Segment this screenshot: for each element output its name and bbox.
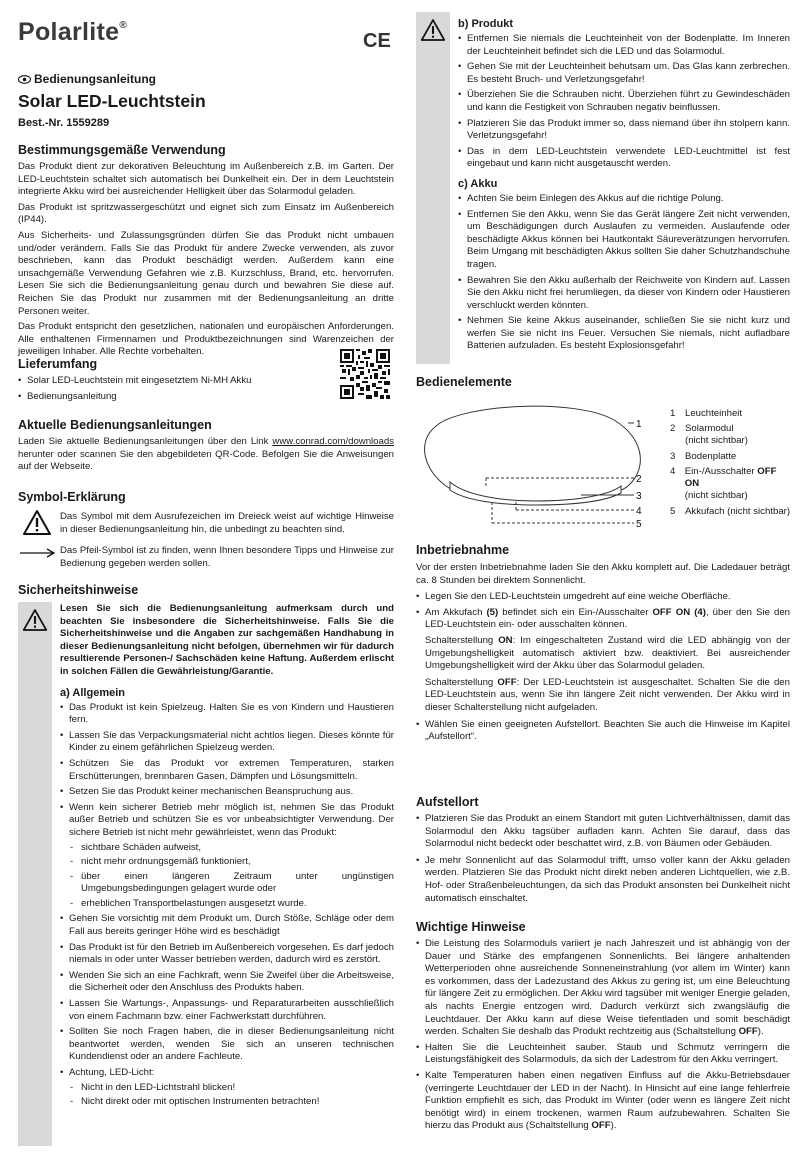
- sub-list: [69, 842, 394, 911]
- safety-heading: Sicherheitshinweise: [18, 583, 139, 597]
- list-item: • Platzieren Sie das Produkt immer so, dass niemand über ihn stolpern kann. Verletzungsgefahr!: [458, 118, 790, 143]
- safety-content: [60, 603, 394, 1112]
- list-item: • Entfernen Sie den Akku, wenn Sie das Gerät längere Zeit nicht verwenden, um Beschädigungen durch Auslaufen zu vermeiden. Auslaufende oder beschädigte Akkus können bei Hautkontakt Säureverätzungen hervorrufen. Beim Umgang mit beschädigten Akkus sollten Sie daher Schutzhandschuhe tragen.: [458, 209, 790, 272]
- list-item: • Die Leistung des Solarmoduls variiert je nach Jahreszeit und ist abhängig von der Dauer und Stärke des empfangenen Sonnenlichts. Bei längere anhaltenden Wetterperioden ohne ausreichende Sonneneinstrahlung (vor allem im Winter) kann es vorkommen, dass der Ladezustand des Akkus zu gering ist, um eine Beleuchtung für längere Zeit zu ermöglichen. Der Akku wird tagsüber mit weniger Energie geladen, als nachts Energie entzogen wird. Dadurch verkürzt sich zwangsläufig die Leuchtdauer. Der Akku kann auf diese Weise tiefentladen und somit beschädigt werden. Schalten Sie deshalb das Produkt rechtzeitig aus (Schaltstellung OFF).: [416, 938, 790, 1039]
- list-item: • Legen Sie den LED-Leuchtstein umgedreht auf eine weiche Oberfläche.: [416, 591, 790, 604]
- symbols-heading: Symbol-Erklärung: [18, 490, 126, 504]
- sub-list-item: - Nicht direkt oder mit optischen Instrumenten betrachten!: [69, 1096, 394, 1109]
- switch-off-description: Schalterstellung OFF: Der LED-Leuchtstein ist ausgeschaltet. Schalten Sie die den LED-Leuchtstein aus, wenn Sie ihn längere Zeit nicht verwenden. Der Akku wird in dieser Schalterstellung nicht aufgeladen.: [425, 676, 790, 713]
- list-item: • Achten Sie beim Einlegen des Akkus auf die richtige Polung.: [458, 193, 790, 206]
- usage-text: [18, 161, 394, 359]
- general-list: [60, 702, 394, 1109]
- list-item: • Das Produkt ist kein Spielzeug. Halten Sie es von Kindern und Haustieren fern.: [60, 702, 394, 727]
- startup-content: [416, 562, 790, 747]
- delivery-heading: Lieferumfang: [18, 357, 98, 371]
- notes-list: [416, 938, 790, 1136]
- list-item: • Lassen Sie Wartungs-, Anpassungs- und Reparaturarbeiten ausschließlich von einem Fachmann bzw. einer Fachwerkstatt durchführen.: [60, 998, 394, 1023]
- notes-heading: Wichtige Hinweise: [416, 920, 526, 934]
- callout-number: 4: [636, 506, 642, 517]
- ce-mark: CE: [363, 30, 391, 52]
- warning-triangle-icon: [22, 509, 52, 541]
- downloads-link[interactable]: www.conrad.com/downloads: [272, 436, 394, 447]
- sub-list-item: - erheblichen Transportbelastungen ausgesetzt wurde.: [69, 898, 394, 911]
- startup-list: [416, 591, 790, 632]
- sub-list: [69, 1082, 394, 1109]
- list-item: • Am Akkufach (5) befindet sich ein Ein-/Ausschalter OFF ON (4), über den Sie den LED-Leuchtstein ein- oder ausschalten können.: [416, 607, 790, 632]
- switch-on-description: Schalterstellung ON: Im eingeschalteten Zustand wird die LED abhängig von der Umgebungshelligkeit automatisch aktiviert bzw. deaktiviert. Bei ausreichender Umgebungshelligkeit wird der Akku über das Solarmodul geladen.: [425, 634, 790, 672]
- callout-number: 1: [636, 419, 642, 430]
- startup-heading: Inbetriebnahme: [416, 543, 510, 557]
- battery-heading: c) Akku: [458, 177, 498, 190]
- callout-number: 2: [636, 474, 642, 485]
- legend-item: 2 Solarmodul (nicht sichtbar): [670, 423, 748, 446]
- callout-number: 3: [636, 491, 642, 502]
- usage-paragraph: Das Produkt dient zur dekorativen Beleuchtung im Außenbereich z.B. im Garten. Der LED-Leuchtstein schaltet sich automatisch bei Dunkelheit ein. Der in dem Leuchtstein integrierte Akku wird bei ausreichender Helligkeit über das Solarmodul geladen.: [18, 161, 394, 198]
- qr-code[interactable]: [340, 349, 390, 404]
- battery-list: [458, 193, 790, 353]
- manuals-heading: Aktuelle Bedienungsanleitungen: [18, 418, 212, 432]
- location-list: [416, 813, 790, 908]
- callout-number: 5: [636, 519, 642, 530]
- product-heading: b) Produkt: [458, 18, 513, 30]
- eye-icon: [18, 73, 31, 87]
- list-item: • Lassen Sie das Verpackungsmaterial nicht achtlos liegen. Dieses könnte für Kinder zu einem gefährlichen Spielzeug werden.: [60, 730, 394, 755]
- list-item: • Überziehen Sie die Schrauben nicht. Überziehen führt zu Gewindeschäden und kann die Festigkeit von Schrauben negativ beinflussen.: [458, 89, 790, 114]
- list-item: • Wählen Sie einen geeigneten Aufstellort. Beachten Sie auch die Hinweise im Kapitel „Aufstellort“.: [416, 719, 790, 744]
- safety-intro: Lesen Sie sich die Bedienungsanleitung aufmerksam durch und beachten Sie insbesondere die Sicherheitshinweise. Falls Sie die Sicherheitshinweise und die Angaben zur sachgemäßen Handhabung in dieser Bedienungsanleitung nicht befolgen, übernehmen wir für dadurch resultierende Personen-/ Sachschäden keine Haftung. Außerdem erlischt in solchen Fällen die Gewährleistung/Garantie.: [60, 603, 394, 677]
- list-item: • Platzieren Sie das Produkt an einem Standort mit guten Lichtverhältnissen, damit das Solarmodul den Akku tagsüber aufladen kann. Achten Sie darauf, dass das Solarmodul nicht bedeckt oder beschattet wird, z.B. von Bäumen oder Gebäuden.: [416, 813, 790, 851]
- brand-logo: Polarlite®: [18, 18, 128, 46]
- arrow-icon: [20, 545, 56, 563]
- list-item: • Entfernen Sie niemals die Leuchteinheit von der Bodenplatte. Im Inneren der Leuchteinheit befindet sich die LED und das Solarmodul.: [458, 33, 790, 58]
- sub-list-item: - sichtbare Schäden aufweist,: [69, 842, 394, 855]
- list-item: • Bewahren Sie den Akku außerhalb der Reichweite von Kindern auf. Lassen Sie den Akku nicht frei herumliegen, da dieser von Kindern oder Haustieren verschluckt werden könnten.: [458, 275, 790, 313]
- order-number: Best.-Nr. 1559289: [18, 117, 110, 129]
- list-item: • Kalte Temperaturen haben einen negativen Einfluss auf die Akku-Betriebsdauer (verringerte Leuchtdauer der LED in der Nacht). In Hinsicht auf eine lange fehlerfreie Funktion empfiehlt es sich, das Produkt im Winter (oder wenn es längere Zeit nicht benötigt wird) in einem trockenen, warmen Raum aufzubewahren. Schalten Sie hierzu das Produkt aus (Schaltstellung OFF).: [416, 1070, 790, 1133]
- list-item: • Gehen Sie mit der Leuchteinheit behutsam um. Das Glas kann zerbrechen. Es besteht Bruch- und Verletzungsgefahr!: [458, 61, 790, 86]
- usage-paragraph: Aus Sicherheits- und Zulassungsgründen dürfen Sie das Produkt nicht umbauen und/oder verändern. Falls Sie das Produkt für andere Zwecke verwenden, als zuvor beschrieben, kann das Produkt beschädigt werden. Außerdem kann eine unsachgemäße Verwendung Gefahren wie z.B. Kurzschluss, Brand, etc. hervorrufen. Lesen Sie sich die Bedienungsanleitung genau durch und bewahren Sie diese auf. Reichen Sie das Produkt nur zusammen mit der Bedienungsanleitung an dritte Personen weiter.: [18, 229, 394, 317]
- delivery-list: [18, 375, 338, 406]
- list-item: • Das Produkt ist für den Betrieb im Außenbereich vorgesehen. Es darf jedoch niemals in oder unter Wasser betrieben werden, dadurch wird es zerstört.: [60, 942, 394, 967]
- usage-paragraph: Das Produkt entspricht den gesetzlichen, nationalen und europäischen Anforderungen. Alle enthaltenen Firmennamen und Produktbezeichnungen sind Warenzeichen der jeweiligen Inhaber. Alle Rechte vorbehalten.: [18, 321, 394, 358]
- sub-list-item: - über einen längeren Zeitraum unter ungünstigen Umgebungsbedingungen gelagert wurde oder: [69, 871, 394, 896]
- manuals-text: Laden Sie aktuelle Bedienungsanleitungen über den Link www.conrad.com/downloads herunter oder scannen Sie den abgebildeten QR-Code. Befolgen Sie die Anweisungen auf der Webseite.: [18, 436, 394, 473]
- location-heading: Aufstellort: [416, 795, 479, 809]
- product-title: Solar LED-Leuchtstein: [18, 91, 206, 111]
- startup-intro: Vor der ersten Inbetriebnahme laden Sie den Akku komplett auf. Die Ladedauer beträgt ca. 8 Stunden bei direktem Sonnenlicht.: [416, 562, 790, 586]
- list-item: • Bedienungsanleitung: [18, 391, 338, 404]
- list-item: • Achtung, LED-Licht: - Nicht in den LED-Lichtstrahl blicken! - Nicht direkt oder mit optischen Instrumenten betrachten!: [60, 1067, 394, 1109]
- warning-sidebar: [416, 12, 450, 364]
- manual-label: Bedienungsanleitung: [18, 72, 156, 87]
- controls-legend: [670, 408, 792, 517]
- list-item: • Solar LED-Leuchtstein mit eingesetztem Ni-MH Akku: [18, 375, 338, 388]
- list-item: • Gehen Sie vorsichtig mit dem Produkt um. Durch Stöße, Schläge oder dem Fall aus bereits geringer Höhe wird es beschädigt: [60, 913, 394, 938]
- legend-item: 4 Ein-/Ausschalter OFF ON (nicht sichtbar): [670, 466, 777, 501]
- safety-continued: [458, 17, 790, 356]
- legend-item: 5 Akkufach (nicht sichtbar): [670, 506, 791, 517]
- usage-heading: Bestimmungsgemäße Verwendung: [18, 143, 226, 157]
- legend-item: 1 Leuchteinheit: [670, 408, 743, 419]
- warning-triangle-icon: [420, 18, 446, 42]
- warning-sidebar: [18, 602, 52, 1146]
- list-item: • Schützen Sie das Produkt vor extremen Temperaturen, starken Erschütterungen, brennbaren Gasen, Dämpfen und Lösungsmitteln.: [60, 758, 394, 783]
- product-list: [458, 33, 790, 171]
- list-item: • Nehmen Sie keine Akkus auseinander, schließen Sie sie nicht kurz und werfen Sie sie nicht ins Feuer. Versuchen Sie niemals, nicht aufladbare Batterien aufzuladen. Es besteht Explosionsgefahr!: [458, 315, 790, 353]
- controls-heading: Bedienelemente: [416, 375, 512, 389]
- list-item: • Setzen Sie das Produkt keiner mechanischen Beanspruchung aus.: [60, 786, 394, 799]
- list-item: • Das in dem LED-Leuchtstein verwendete LED-Leuchtmittel ist fest eingebaut und kann nicht ausgetauscht werden.: [458, 146, 790, 171]
- general-heading: a) Allgemein: [60, 686, 125, 699]
- list-item: • Sollten Sie noch Fragen haben, die in dieser Bedienungsanleitung nicht beantwortet werden, wenden Sie sich an unseren technischen Kundendienst oder an andere Fachleute.: [60, 1026, 394, 1064]
- legend-item: 3 Bodenplatte: [670, 451, 737, 462]
- list-item: • Halten Sie die Leuchteinheit sauber. Staub und Schmutz verringern die Leistungsfähigkeit des Solarmoduls, da sich der Ladestrom für den Akku verringert.: [416, 1042, 790, 1067]
- list-item: • Je mehr Sonnenlicht auf das Solarmodul trifft, umso voller kann der Akku geladen werden. Platzieren Sie das Produkt nicht direkt neben anderen Lichtquellen, wie z.B. Hof- oder Straßenbeleuchtungen, da sich das Produkt ansonsten bei Dunkelheit nicht automatisch einschaltet.: [416, 855, 790, 905]
- list-item: • Wenn kein sicherer Betrieb mehr möglich ist, nehmen Sie das Produkt außer Betrieb und schützen Sie es vor unbeabsichtigter Verwendung. Der sichere Betrieb ist nicht mehr gewährleistet, wenn das Produkt: - sichtbare Schäden aufweist, - nicht mehr ordnungsgemäß funktioniert, - über einen längeren Zeitraum unter ungünstigen Umgebungsbedingungen gelagert wurde oder - erheblichen Transportbelastungen ausgesetzt wurde.: [60, 802, 394, 911]
- warning-triangle-icon: [22, 608, 48, 632]
- warning-symbol-text: Das Symbol mit dem Ausrufezeichen im Dreieck weist auf wichtige Hinweise in dieser Bedienungsanleitung hin, die unbedingt zu beachten sind.: [60, 511, 394, 535]
- usage-paragraph: Das Produkt ist spritzwassergeschützt und eignet sich zum Einsatz im Außenbereich (IP44).: [18, 201, 394, 226]
- list-item: • Wenden Sie sich an eine Fachkraft, wenn Sie Zweifel über die Arbeitsweise, die Sicherheit oder den Anschluss des Produkts haben.: [60, 970, 394, 995]
- startup-list-2: [416, 719, 790, 744]
- arrow-symbol-text: Das Pfeil-Symbol ist zu finden, wenn Ihnen besondere Tipps und Hinweise zur Bedienung gegeben werden sollen.: [60, 545, 394, 569]
- product-diagram: [416, 398, 656, 543]
- sub-list-item: - nicht mehr ordnungsgemäß funktioniert,: [69, 856, 394, 869]
- sub-list-item: - Nicht in den LED-Lichtstrahl blicken!: [69, 1082, 394, 1095]
